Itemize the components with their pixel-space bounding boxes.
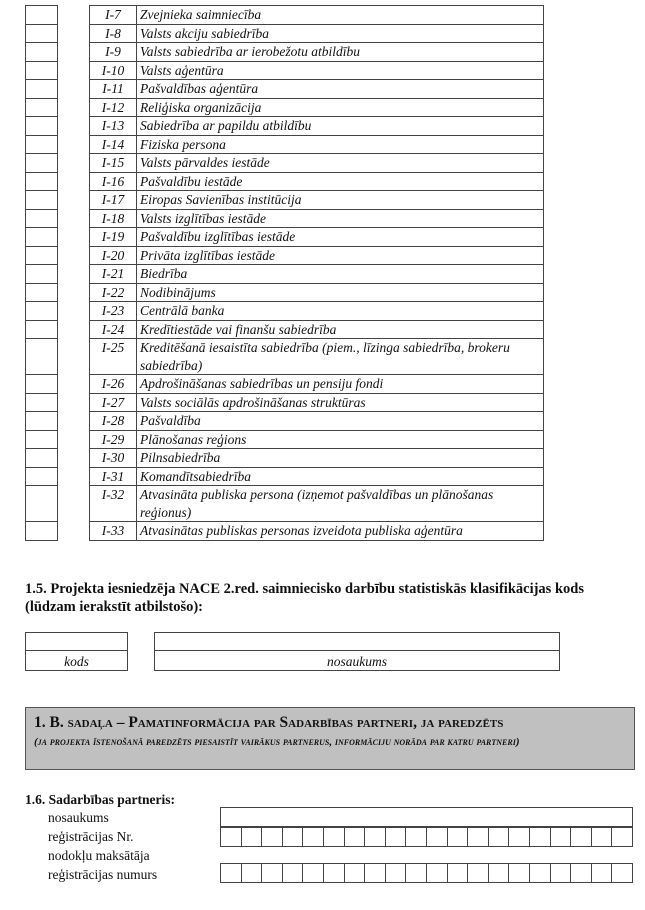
digit-cell[interactable] (406, 828, 427, 846)
digit-cell[interactable] (221, 828, 242, 846)
legal-form-code: I-11 (90, 80, 137, 99)
legal-form-code: I-13 (90, 117, 137, 136)
digit-cell[interactable] (468, 828, 489, 846)
digit-cell[interactable] (551, 828, 572, 846)
table-spacer (58, 283, 90, 302)
legal-form-name: Biedrība (137, 265, 544, 284)
table-spacer (58, 375, 90, 394)
legal-form-name: Fiziska persona (137, 135, 544, 154)
legal-form-checkbox[interactable] (26, 320, 58, 339)
digit-cell[interactable] (571, 828, 592, 846)
legal-form-code: I-22 (90, 283, 137, 302)
table-spacer (58, 339, 90, 375)
legal-form-name: Valsts aģentūra (137, 61, 544, 80)
digit-cell[interactable] (427, 828, 448, 846)
table-spacer (58, 449, 90, 468)
legal-form-checkbox[interactable] (26, 191, 58, 210)
legal-form-name: Pašvaldību iestāde (137, 172, 544, 191)
legal-form-name: Centrālā banka (137, 302, 544, 321)
digit-cell[interactable] (262, 828, 283, 846)
legal-form-code: I-32 (90, 486, 137, 522)
legal-form-row (26, 430, 544, 449)
legal-form-name: Reliģiska organizācija (137, 98, 544, 117)
digit-cell[interactable] (468, 864, 489, 882)
digit-cell[interactable] (612, 864, 632, 882)
legal-form-code: I-33 (90, 522, 137, 541)
legal-form-checkbox[interactable] (26, 172, 58, 191)
legal-form-checkbox[interactable] (26, 430, 58, 449)
table-spacer (58, 172, 90, 191)
legal-form-name: Pašvaldības aģentūra (137, 80, 544, 99)
digit-cell[interactable] (365, 828, 386, 846)
legal-form-row (26, 412, 544, 431)
legal-form-row (26, 393, 544, 412)
partner-tax-number-input[interactable] (220, 863, 633, 883)
legal-form-name: Nodibinājums (137, 283, 544, 302)
legal-form-row (26, 375, 544, 394)
table-spacer (58, 393, 90, 412)
digit-cell[interactable] (448, 828, 469, 846)
legal-form-code: I-26 (90, 375, 137, 394)
legal-form-checkbox[interactable] (26, 283, 58, 302)
table-spacer (58, 430, 90, 449)
digit-cell[interactable] (365, 864, 386, 882)
legal-form-name: Valsts akciju sabiedrība (137, 24, 544, 43)
legal-form-checkbox[interactable] (26, 375, 58, 394)
legal-form-checkbox[interactable] (26, 302, 58, 321)
legal-form-checkbox[interactable] (26, 6, 58, 25)
partner-heading: 1.6. Sadarbības partneris: (25, 792, 176, 807)
nace-code-label: kods (64, 654, 89, 669)
digit-cell[interactable] (448, 864, 469, 882)
legal-form-code: I-24 (90, 320, 137, 339)
table-spacer (58, 98, 90, 117)
legal-form-code: I-17 (90, 191, 137, 210)
table-spacer (58, 80, 90, 99)
digit-cell[interactable] (242, 864, 263, 882)
digit-cell[interactable] (612, 828, 632, 846)
legal-form-row (26, 117, 544, 136)
legal-form-row (26, 135, 544, 154)
legal-form-name: Valsts sabiedrība ar ierobežotu atbildību (137, 43, 544, 62)
legal-form-code: I-14 (90, 135, 137, 154)
digit-cell[interactable] (283, 864, 304, 882)
legal-form-checkbox[interactable] (26, 24, 58, 43)
legal-form-checkbox[interactable] (26, 117, 58, 136)
legal-form-checkbox[interactable] (26, 209, 58, 228)
digit-cell[interactable] (262, 864, 283, 882)
legal-form-code: I-25 (90, 339, 137, 375)
digit-cell[interactable] (303, 828, 324, 846)
digit-cell[interactable] (386, 828, 407, 846)
table-spacer (58, 61, 90, 80)
legal-form-checkbox[interactable] (26, 265, 58, 284)
digit-cell[interactable] (489, 864, 510, 882)
table-spacer (58, 467, 90, 486)
legal-form-checkbox[interactable] (26, 154, 58, 173)
digit-cell[interactable] (551, 864, 572, 882)
digit-cell[interactable] (571, 864, 592, 882)
legal-form-row (26, 302, 544, 321)
legal-form-row (26, 449, 544, 468)
digit-cell[interactable] (345, 864, 366, 882)
legal-form-checkbox[interactable] (26, 486, 58, 522)
legal-form-code: I-18 (90, 209, 137, 228)
legal-form-table (25, 5, 544, 541)
field-divider (26, 650, 127, 651)
legal-form-code: I-31 (90, 467, 137, 486)
table-spacer (58, 6, 90, 25)
legal-form-name: Kredītiestāde vai finanšu sabiedrība (137, 320, 544, 339)
section-b-subtitle: (ja projekta īstenošanā paredzēts piesaistīt vairākus partnerus, informāciju norāda par katru partneri) (34, 736, 520, 748)
digit-cell[interactable] (283, 828, 304, 846)
table-spacer (58, 522, 90, 541)
partner-reg-no-label: reģistrācijas Nr. (48, 829, 134, 844)
table-spacer (58, 302, 90, 321)
legal-form-code: I-19 (90, 228, 137, 247)
legal-form-code: I-28 (90, 412, 137, 431)
legal-form-code: I-12 (90, 98, 137, 117)
legal-form-code: I-20 (90, 246, 137, 265)
legal-form-name: Valsts pārvaldes iestāde (137, 154, 544, 173)
digit-cell[interactable] (386, 864, 407, 882)
legal-form-name: Valsts sociālās apdrošināšanas struktūras (137, 393, 544, 412)
digit-cell[interactable] (427, 864, 448, 882)
table-spacer (58, 246, 90, 265)
partner-reg-no-input[interactable] (220, 827, 633, 847)
legal-form-code: I-30 (90, 449, 137, 468)
legal-form-row (26, 246, 544, 265)
legal-form-code: I-23 (90, 302, 137, 321)
legal-form-name: Atvasinātas publiskas personas izveidota publiska aģentūra (137, 522, 544, 541)
legal-form-code: I-16 (90, 172, 137, 191)
digit-cell[interactable] (324, 828, 345, 846)
legal-form-checkbox[interactable] (26, 135, 58, 154)
partner-name-label: nosaukums (48, 810, 109, 825)
legal-form-row (26, 43, 544, 62)
legal-form-name: Komandītsabiedrība (137, 467, 544, 486)
legal-form-checkbox[interactable] (26, 393, 58, 412)
table-spacer (58, 24, 90, 43)
legal-form-row (26, 265, 544, 284)
digit-cell[interactable] (324, 864, 345, 882)
table-spacer (58, 265, 90, 284)
legal-form-checkbox[interactable] (26, 412, 58, 431)
legal-form-checkbox[interactable] (26, 246, 58, 265)
digit-cell[interactable] (406, 864, 427, 882)
legal-form-checkbox[interactable] (26, 522, 58, 541)
digit-cell[interactable] (592, 864, 613, 882)
legal-form-code: I-15 (90, 154, 137, 173)
legal-form-code: I-7 (90, 6, 137, 25)
table-spacer (58, 486, 90, 522)
legal-form-name: Eiropas Savienības institūcija (137, 191, 544, 210)
digit-cell[interactable] (509, 864, 530, 882)
legal-form-row (26, 522, 544, 541)
legal-form-code: I-8 (90, 24, 137, 43)
field-divider (155, 650, 559, 651)
legal-form-code: I-29 (90, 430, 137, 449)
table-spacer (58, 209, 90, 228)
partner-tax-label: nodokļu maksātāja (48, 848, 150, 863)
legal-form-name: Pašvaldību izglītības iestāde (137, 228, 544, 247)
legal-form-row (26, 98, 544, 117)
partner-name-input[interactable] (220, 807, 633, 827)
table-spacer (58, 191, 90, 210)
legal-form-row (26, 339, 544, 375)
table-spacer (58, 135, 90, 154)
legal-form-row (26, 486, 544, 522)
nace-name-label: nosaukums (327, 654, 387, 669)
table-spacer (58, 320, 90, 339)
table-spacer (58, 412, 90, 431)
digit-cell[interactable] (345, 828, 366, 846)
legal-form-row (26, 283, 544, 302)
digit-cell[interactable] (530, 828, 551, 846)
legal-form-row (26, 172, 544, 191)
legal-form-row (26, 209, 544, 228)
legal-form-name: Zvejnieka saimniecība (137, 6, 544, 25)
table-spacer (58, 228, 90, 247)
table-spacer (58, 43, 90, 62)
legal-form-row (26, 24, 544, 43)
partner-tax-reg-label: reģistrācijas numurs (48, 867, 158, 882)
digit-cell[interactable] (509, 828, 530, 846)
legal-form-name: Plānošanas reģions (137, 430, 544, 449)
legal-form-row (26, 6, 544, 25)
legal-form-name: Valsts izglītības iestāde (137, 209, 544, 228)
legal-form-code: I-21 (90, 265, 137, 284)
legal-form-name: Atvasināta publiska persona (izņemot pašvaldības un plānošanas reģionus) (137, 486, 544, 522)
legal-form-row (26, 228, 544, 247)
legal-form-name: Kreditēšanā iesaistīta sabiedrība (piem., līzinga sabiedrība, brokeru sabiedrība) (137, 339, 544, 375)
legal-form-name: Privāta izglītības iestāde (137, 246, 544, 265)
digit-cell[interactable] (530, 864, 551, 882)
table-spacer (58, 117, 90, 136)
legal-form-code: I-9 (90, 43, 137, 62)
legal-form-code: I-27 (90, 393, 137, 412)
digit-cell[interactable] (303, 864, 324, 882)
legal-form-checkbox[interactable] (26, 339, 58, 375)
legal-form-checkbox[interactable] (26, 98, 58, 117)
digit-cell[interactable] (489, 828, 510, 846)
legal-form-row (26, 61, 544, 80)
legal-form-code: I-10 (90, 61, 137, 80)
digit-cell[interactable] (242, 828, 263, 846)
legal-form-checkbox[interactable] (26, 80, 58, 99)
legal-form-name: Pilnsabiedrība (137, 449, 544, 468)
legal-form-name: Pašvaldība (137, 412, 544, 431)
legal-form-row (26, 467, 544, 486)
legal-form-row (26, 154, 544, 173)
legal-form-checkbox[interactable] (26, 43, 58, 62)
digit-cell[interactable] (221, 864, 242, 882)
legal-form-row (26, 80, 544, 99)
legal-form-name: Sabiedrība ar papildu atbildību (137, 117, 544, 136)
section-b-title: 1. B. sadaļa – Pamatinformācija par Sadarbības partneri, ja paredzēts (34, 714, 504, 731)
nace-heading: 1.5. Projekta iesniedzēja NACE 2.red. saimniecisko darbību statistiskās klasifikācijas kods (lūdzam ierakstīt atbilstošo): (25, 581, 584, 615)
legal-form-row (26, 320, 544, 339)
legal-form-checkbox[interactable] (26, 467, 58, 486)
legal-form-checkbox[interactable] (26, 61, 58, 80)
digit-cell[interactable] (592, 828, 613, 846)
table-spacer (58, 154, 90, 173)
legal-form-checkbox[interactable] (26, 228, 58, 247)
section-b-header (25, 707, 635, 770)
legal-form-checkbox[interactable] (26, 449, 58, 468)
legal-form-row (26, 191, 544, 210)
legal-form-name: Apdrošināšanas sabiedrības un pensiju fondi (137, 375, 544, 394)
